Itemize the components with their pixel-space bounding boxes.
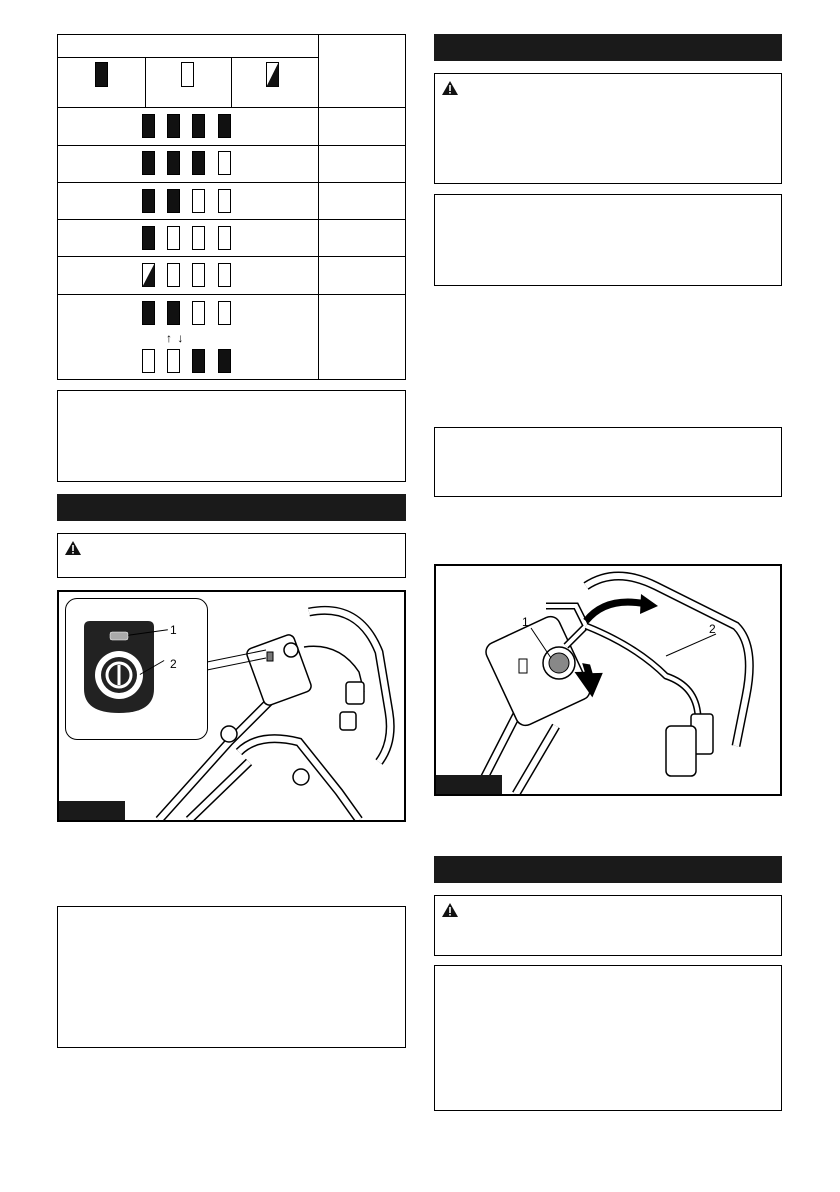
battery-segment-off <box>218 189 231 213</box>
warning-box <box>57 533 406 578</box>
battery-segment-lit <box>167 151 180 175</box>
section-heading-bar-right-2 <box>434 856 782 883</box>
note-box-right-3 <box>434 965 782 1111</box>
battery-segment-lit <box>142 189 155 213</box>
battery-segment-off <box>218 226 231 250</box>
warning-box-right-2 <box>434 895 782 956</box>
row-divider <box>57 145 406 146</box>
row-divider <box>57 182 406 183</box>
battery-segment-off <box>218 263 231 287</box>
legend-divider-2 <box>231 57 232 107</box>
battery-segment-lit <box>142 301 155 325</box>
callout-1: 1 <box>522 615 529 629</box>
battery-segment-lit <box>142 151 155 175</box>
lock-lever-illustration <box>436 566 780 794</box>
note-box <box>57 390 406 482</box>
row-divider <box>57 294 406 295</box>
battery-segment-off <box>192 301 205 325</box>
legend-divider-1 <box>145 57 146 107</box>
battery-segment-blinking <box>142 263 155 287</box>
battery-segment-lit <box>142 226 155 250</box>
note-box-right-2 <box>434 427 782 497</box>
callout-1: 1 <box>170 623 177 637</box>
warning-triangle-icon <box>441 902 459 918</box>
battery-segment-lit <box>167 301 180 325</box>
table-column-divider <box>318 34 319 380</box>
figure-caption-tab <box>436 775 502 794</box>
legend-off-indicator <box>181 62 194 87</box>
section-heading-bar <box>57 494 406 521</box>
battery-segment-off <box>192 263 205 287</box>
row-divider <box>57 219 406 220</box>
row-divider <box>57 107 406 108</box>
legend-blinking-indicator <box>266 62 279 87</box>
battery-segment-off <box>218 151 231 175</box>
warning-box-right <box>434 73 782 184</box>
row-divider <box>57 256 406 257</box>
callout-2: 2 <box>170 657 177 671</box>
warning-triangle-icon <box>441 80 459 96</box>
battery-segment-lit <box>142 114 155 138</box>
callout-2: 2 <box>709 622 716 636</box>
alternating-arrows: ↑ ↓ <box>166 331 185 345</box>
battery-segment-off <box>142 349 155 373</box>
table-header-divider <box>57 57 319 58</box>
battery-segment-off <box>192 226 205 250</box>
section-heading-bar-right <box>434 34 782 61</box>
battery-segment-lit <box>167 189 180 213</box>
battery-segment-lit <box>192 151 205 175</box>
battery-segment-lit <box>218 349 231 373</box>
note-box-lower <box>57 906 406 1048</box>
note-box-right <box>434 194 782 286</box>
battery-segment-off <box>218 301 231 325</box>
battery-segment-lit <box>192 349 205 373</box>
battery-segment-lit <box>218 114 231 138</box>
battery-segment-lit <box>192 114 205 138</box>
battery-segment-off <box>167 226 180 250</box>
battery-segment-off <box>167 349 180 373</box>
battery-segment-off <box>192 189 205 213</box>
warning-triangle-icon <box>64 540 82 556</box>
power-button-icon <box>84 621 154 713</box>
battery-segment-lit <box>167 114 180 138</box>
legend-lit-indicator <box>95 62 108 87</box>
battery-segment-off <box>167 263 180 287</box>
figure-caption-tab <box>59 801 125 820</box>
